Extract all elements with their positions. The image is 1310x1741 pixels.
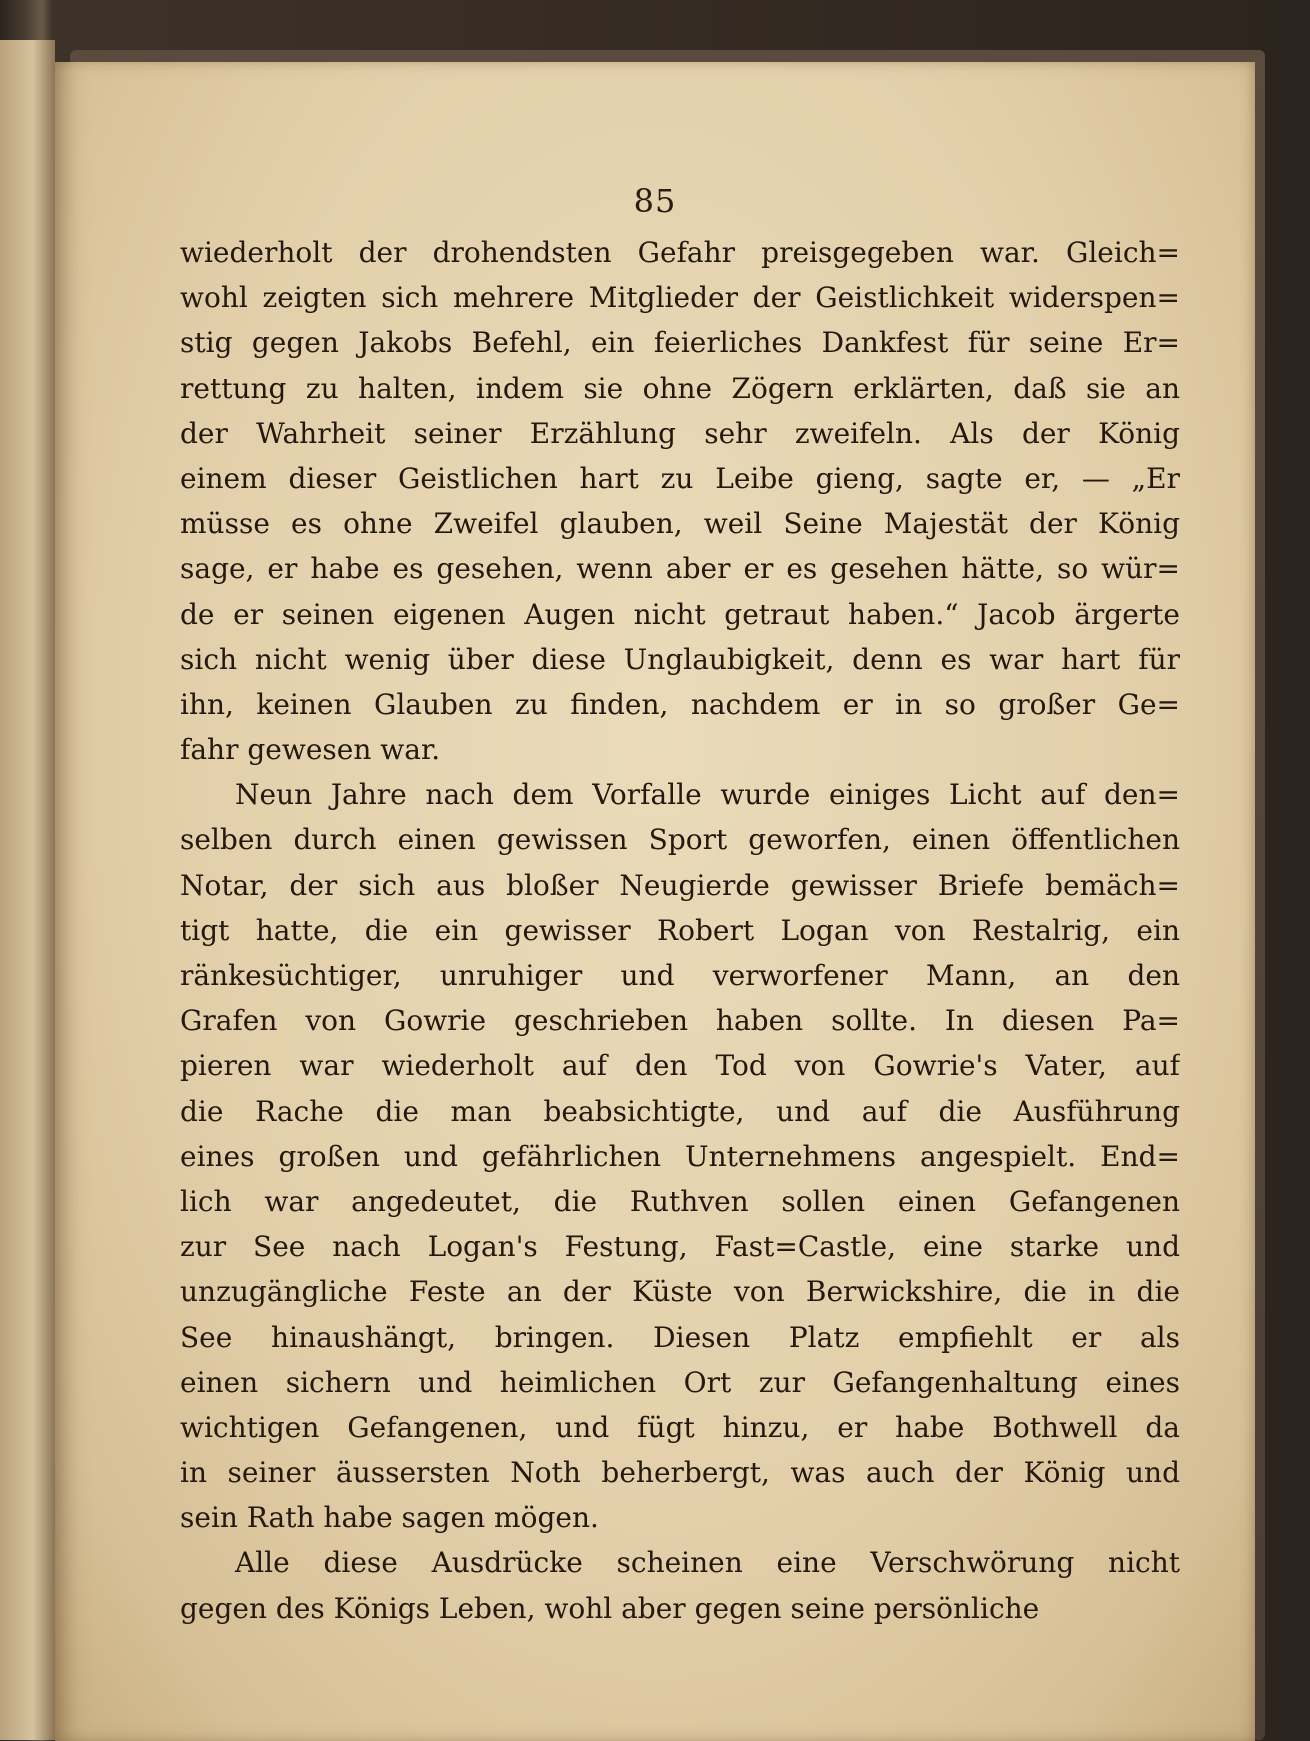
text-line: wichtigen Gefangenen, und fügt hinzu, er habe Bothwell da: [180, 1410, 1180, 1444]
text-line: fahr gewesen war.: [180, 733, 441, 767]
text-line: zur See nach Logan's Festung, Fast=Castle, eine starke und: [180, 1230, 1180, 1264]
text-line: einen sichern und heimlichen Ort zur Gefangenhaltung eines: [180, 1365, 1180, 1399]
text-line: Neun Jahre nach dem Vorfalle wurde einiges Licht auf den=: [235, 778, 1180, 812]
text-line: gegen des Königs Leben, wohl aber gegen seine persönliche: [180, 1591, 1040, 1625]
text-line: sein Rath habe sagen mögen.: [180, 1501, 599, 1535]
text-line: wiederholt der drohendsten Gefahr preisgegeben war. Gleich=: [180, 236, 1180, 269]
text-line: Grafen von Gowrie geschrieben haben sollte. In diesen Pa=: [180, 1004, 1180, 1038]
text-line: Notar, der sich aus bloßer Neugierde gewisser Briefe bemäch=: [180, 868, 1180, 902]
page-text: [180, 230, 1180, 1631]
book-page: [55, 62, 1255, 1741]
text-line: ihn, keinen Glauben zu finden, nachdem er in so großer Ge=: [180, 687, 1180, 721]
text-line: in seiner äussersten Noth beherbergt, was auch der König und: [180, 1456, 1180, 1490]
text-line: stig gegen Jakobs Befehl, ein feierliches Dankfest für seine Er=: [180, 326, 1180, 360]
text-line: See hinaushängt, bringen. Diesen Platz empfiehlt er als: [180, 1320, 1180, 1354]
text-line: eines großen und gefährlichen Unternehmens angespielt. End=: [180, 1139, 1180, 1173]
paragraph: [180, 772, 1180, 1540]
page-number: 85: [633, 182, 677, 220]
text-line: sage, er habe es gesehen, wenn aber er es gesehen hätte, so wür=: [180, 552, 1180, 586]
text-line: lich war angedeutet, die Ruthven sollen einen Gefangenen: [180, 1184, 1180, 1218]
text-line: Alle diese Ausdrücke scheinen eine Verschwörung nicht: [235, 1546, 1180, 1580]
text-line: unzugängliche Feste an der Küste von Berwickshire, die in die: [180, 1275, 1180, 1309]
paragraph: [180, 1540, 1180, 1630]
text-line: sich nicht wenig über diese Unglaubigkeit, denn es war hart für: [180, 642, 1180, 676]
text-line: die Rache die man beabsichtigte, und auf die Ausführung: [180, 1094, 1180, 1128]
text-line: de er seinen eigenen Augen nicht getraut haben.“ Jacob ärgerte: [180, 597, 1180, 631]
text-line: rettung zu halten, indem sie ohne Zögern erklärten, daß sie an: [180, 371, 1180, 405]
text-line: der Wahrheit seiner Erzählung sehr zweifeln. Als der König: [180, 416, 1180, 450]
paragraph: [180, 230, 1180, 772]
text-line: pieren war wiederholt auf den Tod von Gowrie's Vater, auf: [180, 1049, 1180, 1083]
text-line: einem dieser Geistlichen hart zu Leibe gieng, sagte er, — „Er: [180, 461, 1180, 495]
text-line: ränkesüchtiger, unruhiger und verworfener Mann, an den: [180, 959, 1180, 992]
text-line: müsse es ohne Zweifel glauben, weil Seine Majestät der König: [180, 507, 1180, 541]
text-line: tigt hatte, die ein gewisser Robert Logan von Restalrig, ein: [180, 913, 1180, 947]
text-line: wohl zeigten sich mehrere Mitglieder der Geistlichkeit widerspen=: [180, 281, 1180, 315]
facing-page-edge: [0, 40, 55, 1740]
text-line: selben durch einen gewissen Sport geworfen, einen öffentlichen: [180, 823, 1180, 857]
